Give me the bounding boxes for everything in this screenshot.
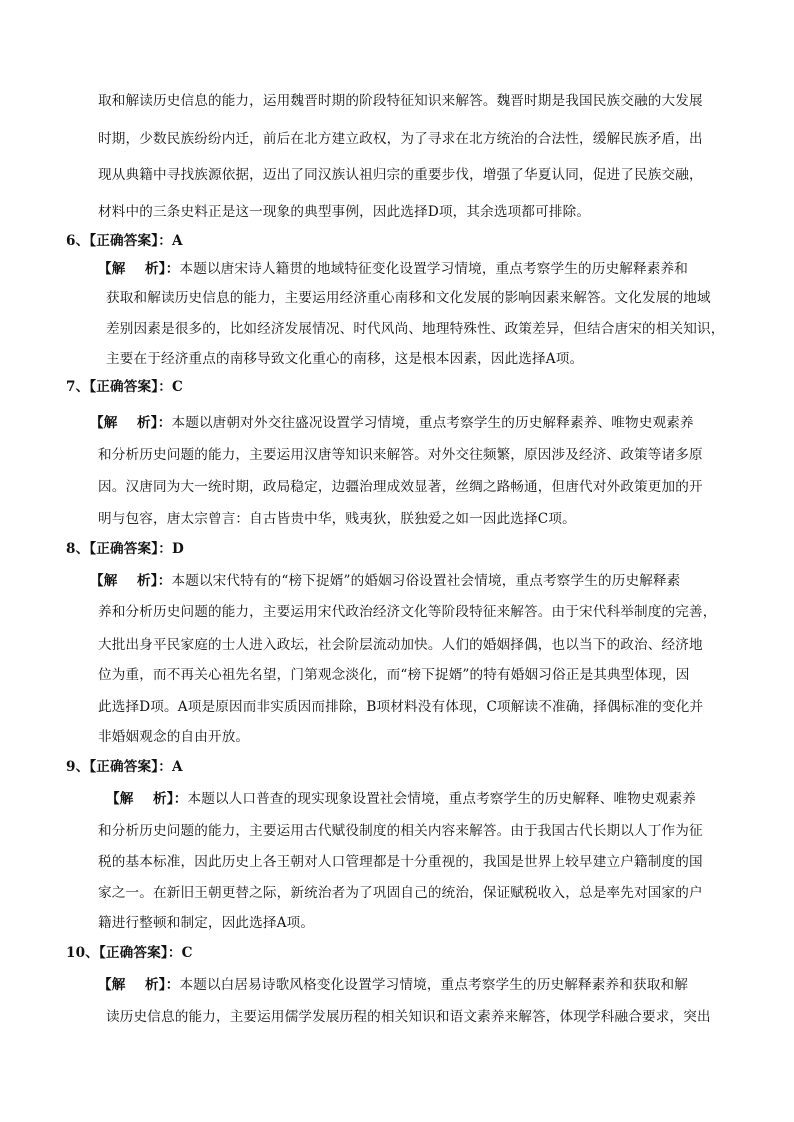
intro-line: 现从典籍中寻找族源依据，迈出了同汉族认祖归宗的重要步伐，增强了华夏认同，促进了民族交融， (98, 167, 703, 183)
analysis-line: 差别因素是很多的，比如经济发展情况、时代风尚、地理特殊性、政策差异，但结合唐宋的相关知识， (106, 321, 725, 337)
question-number: 7、 (66, 379, 90, 395)
answer-value: A (171, 759, 183, 775)
analysis-line-7 (90, 414, 694, 432)
analysis-line: 位为重，而不再关心祖先名望，门第观念淡化，而“榜下捉婿”的特有婚姻习俗正是其典型体现，因 (98, 667, 690, 683)
analysis-line: 养和分析历史问题的能力，主要运用宋代政治经济文化等阶段特征来解答。由于宋代科举制度的完善， (98, 604, 717, 620)
analysis-label: 【解 析】： (98, 261, 180, 277)
analysis-line: 家之一。在新旧王朝更替之际，新统治者为了巩固自己的统治，保证赋税收入，总是率先对国家的户 (98, 885, 703, 901)
answer-value: C (181, 945, 193, 961)
intro-line: 材料中的三条史料正是这一现象的典型事例，因此选择D项，其余选项都可排除。 (98, 204, 591, 220)
analysis-line: 读历史信息的能力，主要运用儒学发展历程的相关知识和语文素养来解答，体现学科融合要求，突出 (106, 1009, 711, 1025)
question-number: 9、 (66, 759, 90, 775)
analysis-text: 本题以宋代特有的“榜下捉婿”的婚姻习俗设置社会情境，重点考察学生的历史解释素 (171, 573, 681, 589)
answer-line-6 (66, 232, 183, 250)
analysis-text: 本题以唐宋诗人籍贯的地域特征变化设置学习情境，重点考察学生的历史解释素养和 (179, 261, 688, 277)
answer-line-10 (66, 944, 193, 962)
answer-value: D (171, 541, 184, 557)
answer-value: C (171, 379, 183, 395)
question-number: 8、 (66, 541, 90, 557)
answer-line-8 (66, 540, 184, 558)
analysis-text: 本题以人口普查的现实现象设置社会情境，重点考察学生的历史解释、唯物史观素养 (187, 791, 696, 807)
analysis-line: 和分析历史问题的能力，主要运用古代赋役制度的相关内容来解答。由于我国古代长期以人丁作为征 (98, 823, 703, 839)
analysis-label: 【解 析】： (98, 977, 180, 993)
analysis-line-10 (98, 976, 688, 994)
answer-label: 【正确答案】： (98, 945, 182, 961)
analysis-line: 此选择D项。A项是原因而非实质因而排除，B项材料没有体现，C项解读不准确，择偶标准的变化并 (98, 699, 704, 715)
intro-line: 时期，少数民族纷纷内迁，前后在北方建立政权，为了寻求在北方统治的合法性，缓解民族矛盾，出 (98, 131, 703, 147)
answer-label: 【正确答案】： (89, 541, 172, 557)
analysis-label: 【解 析】： (90, 573, 172, 589)
analysis-line-6 (98, 260, 688, 278)
answer-label: 【正确答案】： (89, 233, 172, 249)
analysis-line: 因。汉唐同为大一统时期，政局稳定，边疆治理成效显著，丝绸之路畅通，但唐代对外政策更加的开 (98, 479, 703, 495)
analysis-line-8 (90, 572, 680, 590)
analysis-line: 主要在于经济重点的南移导致文化重心的南移，这是根本因素，因此选择A项。 (106, 351, 584, 367)
answer-value: A (171, 233, 183, 249)
analysis-line-9 (106, 790, 696, 808)
analysis-line: 大批出身平民家庭的士人进入政坛，社会阶层流动加快。人们的婚姻择偶，也以当下的政治、经济地 (98, 637, 703, 653)
analysis-text: 本题以唐朝对外交往盛况设置学习情境，重点考察学生的历史解释素养、唯物史观素养 (171, 415, 694, 431)
analysis-line: 和分析历史问题的能力，主要运用汉唐等知识来解答。对外交往频繁，原因涉及经济、政策等诸多原 (98, 447, 703, 463)
analysis-line: 明与包容，唐太宗曾言：自古皆贵中华，贱夷狄，朕独爱之如一因此选择C项。 (98, 511, 576, 527)
analysis-label: 【解 析】： (90, 415, 172, 431)
answer-label: 【正确答案】： (89, 379, 172, 395)
analysis-text: 本题以白居易诗歌风格变化设置学习情境，重点考察学生的历史解释素养和获取和解 (179, 977, 688, 993)
question-number: 10、 (66, 945, 99, 961)
analysis-label: 【解 析】： (106, 791, 188, 807)
answer-line-7 (66, 378, 183, 396)
question-number: 6、 (66, 233, 90, 249)
analysis-line: 非婚姻观念的自由开放。 (98, 729, 250, 745)
analysis-line: 籍进行整顿和制定，因此选择A项。 (98, 915, 315, 931)
answer-line-9 (66, 758, 183, 776)
answer-label: 【正确答案】： (89, 759, 172, 775)
analysis-line: 税的基本标准，因此历史上各王朝对人口管理都是十分重视的，我国是世界上较早建立户籍制度的国 (98, 854, 703, 870)
analysis-line: 获取和解读历史信息的能力，主要运用经济重心南移和文化发展的影响因素来解答。文化发展的地域 (106, 290, 711, 306)
intro-line: 取和解读历史信息的能力，运用魏晋时期的阶段特征知识来解答。魏晋时期是我国民族交融的大发展 (98, 93, 703, 109)
